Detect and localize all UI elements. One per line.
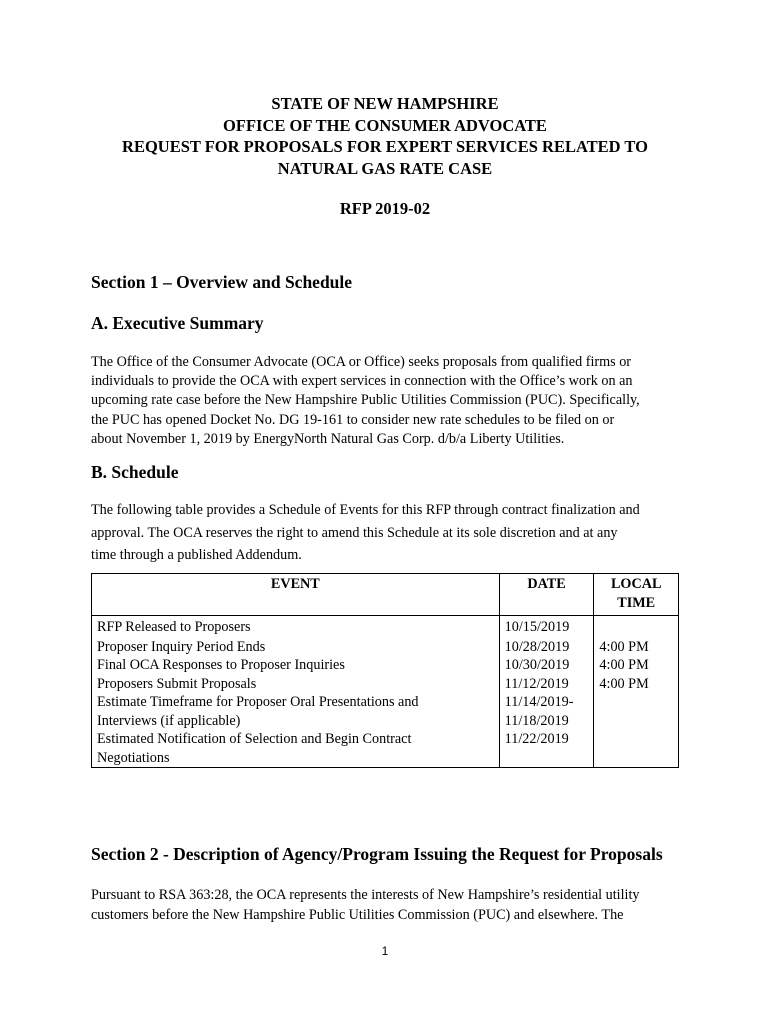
executive-summary-heading: A. Executive Summary (91, 313, 264, 333)
time-cell: 4:00 PM (594, 638, 679, 657)
date-text: 10/28/2019 (504, 638, 570, 655)
paragraph-line: Pursuant to RSA 363:28, the OCA represents the interests of New Hampshire’s residential utility (91, 887, 640, 903)
schedule-heading: B. Schedule (91, 462, 179, 482)
date-cell (499, 730, 594, 768)
header-date: DATE (499, 574, 594, 616)
document-header (0, 93, 770, 179)
header-line-1: STATE OF NEW HAMPSHIRE (271, 94, 499, 113)
header-line-4: NATURAL GAS RATE CASE (277, 158, 493, 178)
paragraph-line: customers before the New Hampshire Public Utilities Commission (PUC) and elsewhere. The (91, 907, 624, 923)
event-cell (92, 616, 500, 638)
event-text: RFP Released to Proposers (97, 619, 251, 635)
time-cell (594, 730, 679, 768)
time-cell (594, 693, 679, 730)
date-text: 11/12/2019 (504, 675, 569, 692)
date-cell (499, 638, 594, 657)
table-header-row (92, 574, 679, 616)
header-time-line: TIME (617, 594, 656, 611)
date-text: 11/22/2019 (504, 731, 569, 747)
event-cell (92, 656, 500, 675)
time-cell: 4:00 PM (594, 656, 679, 675)
section-2-title: Section 2 - Description of Agency/Program Issuing the Request for Proposals (91, 844, 663, 864)
paragraph-line: about November 1, 2019 by EnergyNorth Natural Gas Corp. d/b/a Liberty Utilities. (91, 430, 565, 447)
section-2-paragraph (91, 885, 691, 925)
time-cell (594, 616, 679, 638)
event-cell (92, 693, 500, 730)
paragraph-line: individuals to provide the OCA with expert services in connection with the Office’s work on an (91, 373, 633, 390)
table-row (92, 730, 679, 768)
section-1-title: Section 1 – Overview and Schedule (91, 272, 353, 292)
event-text: Estimated Notification of Selection and Begin Contract (97, 731, 412, 747)
header-event: EVENT (92, 574, 500, 616)
paragraph-line: approval. The OCA reserves the right to amend this Schedule at its sole discretion and at any (91, 524, 618, 541)
date-cell (499, 693, 594, 730)
header-line-3: REQUEST FOR PROPOSALS FOR EXPERT SERVICES RELATED TO (122, 137, 648, 156)
rfp-number: RFP 2019-02 (339, 199, 431, 218)
event-cell (92, 638, 500, 657)
date-cell (499, 675, 594, 694)
schedule-table (91, 573, 679, 768)
schedule-paragraph (91, 499, 691, 567)
header-local-time (594, 574, 679, 616)
paragraph-line: the PUC has opened Docket No. DG 19-161 to consider new rate schedules to be filed on or (91, 411, 615, 428)
event-text: Final OCA Responses to Proposer Inquiries (97, 657, 345, 673)
table-row (92, 616, 679, 638)
paragraph-line: The Office of the Consumer Advocate (OCA or Office) seeks proposals from qualified firms or (91, 354, 632, 370)
date-cell (499, 616, 594, 638)
table-row (92, 693, 679, 730)
event-text: Proposers Submit Proposals (97, 675, 257, 692)
date-text: 10/15/2019 (504, 619, 570, 635)
table-row (92, 656, 679, 675)
event-cell (92, 730, 500, 768)
paragraph-line: time through a published Addendum. (91, 547, 302, 563)
event-cell (92, 675, 500, 694)
header-line-2: OFFICE OF THE CONSUMER ADVOCATE (223, 115, 547, 135)
header-time-line: LOCAL (610, 576, 662, 592)
table-row (92, 675, 679, 694)
event-text: Interviews (if applicable) (97, 712, 241, 729)
table-row (92, 638, 679, 657)
date-cell (499, 656, 594, 675)
time-cell: 4:00 PM (594, 675, 679, 694)
paragraph-line: upcoming rate case before the New Hampshire Public Utilities Commission (PUC). Specifically, (91, 392, 640, 409)
executive-summary-paragraph (91, 353, 691, 449)
event-text: Negotiations (97, 749, 170, 766)
event-text: Proposer Inquiry Period Ends (97, 638, 266, 655)
date-text: 10/30/2019 (504, 657, 570, 673)
paragraph-line: The following table provides a Schedule of Events for this RFP through contract finalization and (91, 502, 640, 518)
date-text: 11/14/2019- (504, 694, 574, 710)
event-text: Estimate Timeframe for Proposer Oral Presentations and (97, 694, 419, 710)
page-number: 1 (381, 944, 389, 958)
date-text: 11/18/2019 (504, 712, 569, 729)
